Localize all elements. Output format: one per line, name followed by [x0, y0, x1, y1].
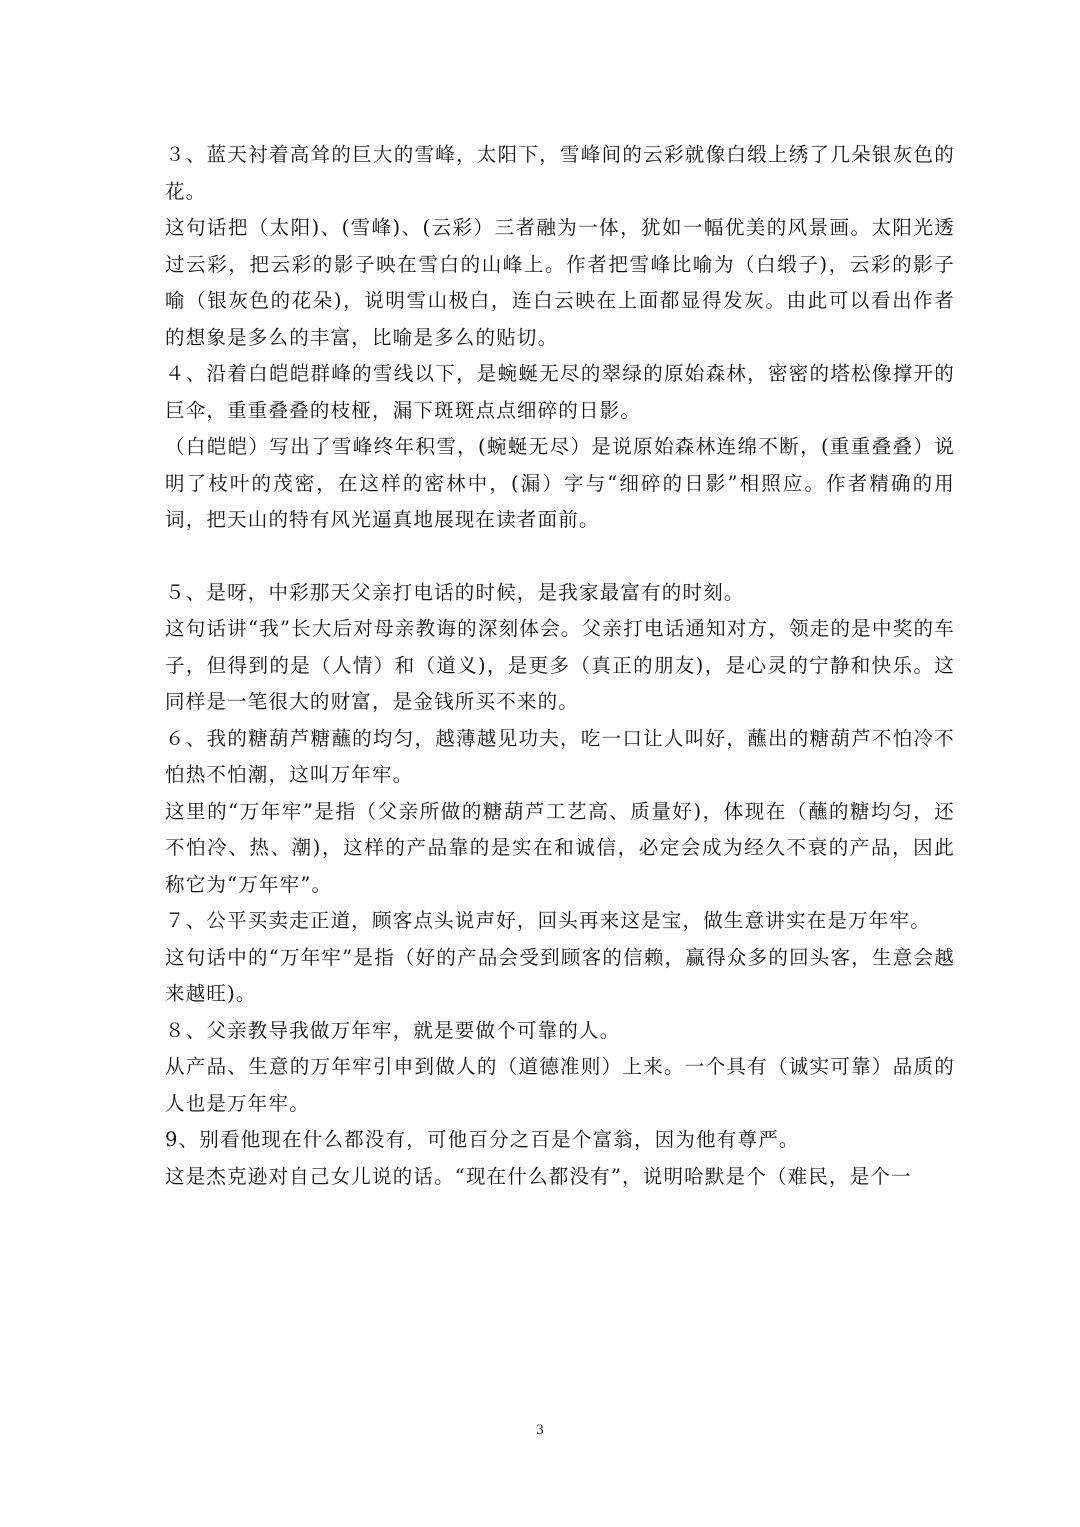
item-7-explanation: 这句话中的“万年牢”是指（好的产品会受到顾客的信赖，赢得众多的回头客，生意会越来越旺)。 [165, 945, 955, 1005]
item-4-explanation: （白皑皑）写出了雪峰终年积雪，(蜿蜒无尽）是说原始森林连绵不断，(重重叠叠）说明了枝叶的茂密，在这样的密林中，(漏）字与“细碎的日影”相照应。作者精确的用词，把天山的特有风光逼真地展现在读者面前。 [165, 435, 955, 531]
item-3-explanation: 这句话把（太阳)、(雪峰)、(云彩）三者融为一体，犹如一幅优美的风景画。太阳光透过云彩，把云彩的影子映在雪白的山峰上。作者把雪峰比喻为（白缎子)，云彩的影子喻（银灰色的花朵)，说明雪山极白，连白云映在上面都显得发灰。由此可以看出作者的想象是多么的丰富，比喻是多么的贴切。 [165, 216, 955, 349]
item-9-explanation: 这是杰克逊对自己女儿说的话。“现在什么都没有”，说明哈默是个（难民，是个一 [165, 1164, 912, 1188]
item-9-sentence: 9、别看他现在什么都没有，可他百分之百是个富翁，因为他有尊严。 [165, 1128, 800, 1151]
item-5-sentence: ５、是呀，中彩那天父亲打电话的时候，是我家最富有的时刻。 [165, 580, 745, 604]
document-body [165, 137, 955, 1195]
item-5-explanation: 这句话讲“我”长大后对母亲教诲的深刻体会。父亲打电话通知对方，领走的是中奖的车子，但得到的是（人情）和（道义)，是更多（真正的朋友)，是心灵的宁静和快乐。这同样是一笔很大的财富，是金钱所买不来的。 [165, 617, 955, 713]
item-8-sentence: ８、父亲教导我做万年牢，就是要做个可靠的人。 [165, 1018, 621, 1042]
item-8-explanation: 从产品、生意的万年牢引申到做人的（道德准则）上来。一个具有（诚实可靠）品质的人也是万年牢。 [165, 1055, 955, 1115]
item-4-sentence: ４、沿着白皑皑群峰的雪线以下，是蜿蜒无尽的翠绿的原始森林，密密的塔松像撑开的巨伞，重重叠叠的枝桠，漏下斑斑点点细碎的日影。 [165, 362, 955, 422]
paragraph-spacer [165, 539, 955, 575]
item-7-sentence: ７、公平买卖走正道，顾客点头说声好，回头再来这是宝，做生意讲实在是万年牢。 [165, 909, 931, 932]
item-6-explanation: 这里的“万年牢”是指（父亲所做的糖葫芦工艺高、质量好)，体现在（蘸的糖均匀，还不怕冷、热、潮)，这样的产品靠的是实在和诚信，必定会成为经久不衰的产品，因此称它为“万年牢”。 [165, 799, 955, 896]
page-number: 3 [536, 1422, 544, 1438]
item-6-sentence: ６、我的糖葫芦糖蘸的均匀，越薄越见功夫，吃一口让人叫好，蘸出的糖葫芦不怕冷不怕热不怕潮，这叫万年牢。 [165, 726, 955, 786]
item-3-sentence: ３、蓝天衬着高耸的巨大的雪峰，太阳下，雪峰间的云彩就像白缎上绣了几朵银灰色的花。 [165, 143, 955, 203]
